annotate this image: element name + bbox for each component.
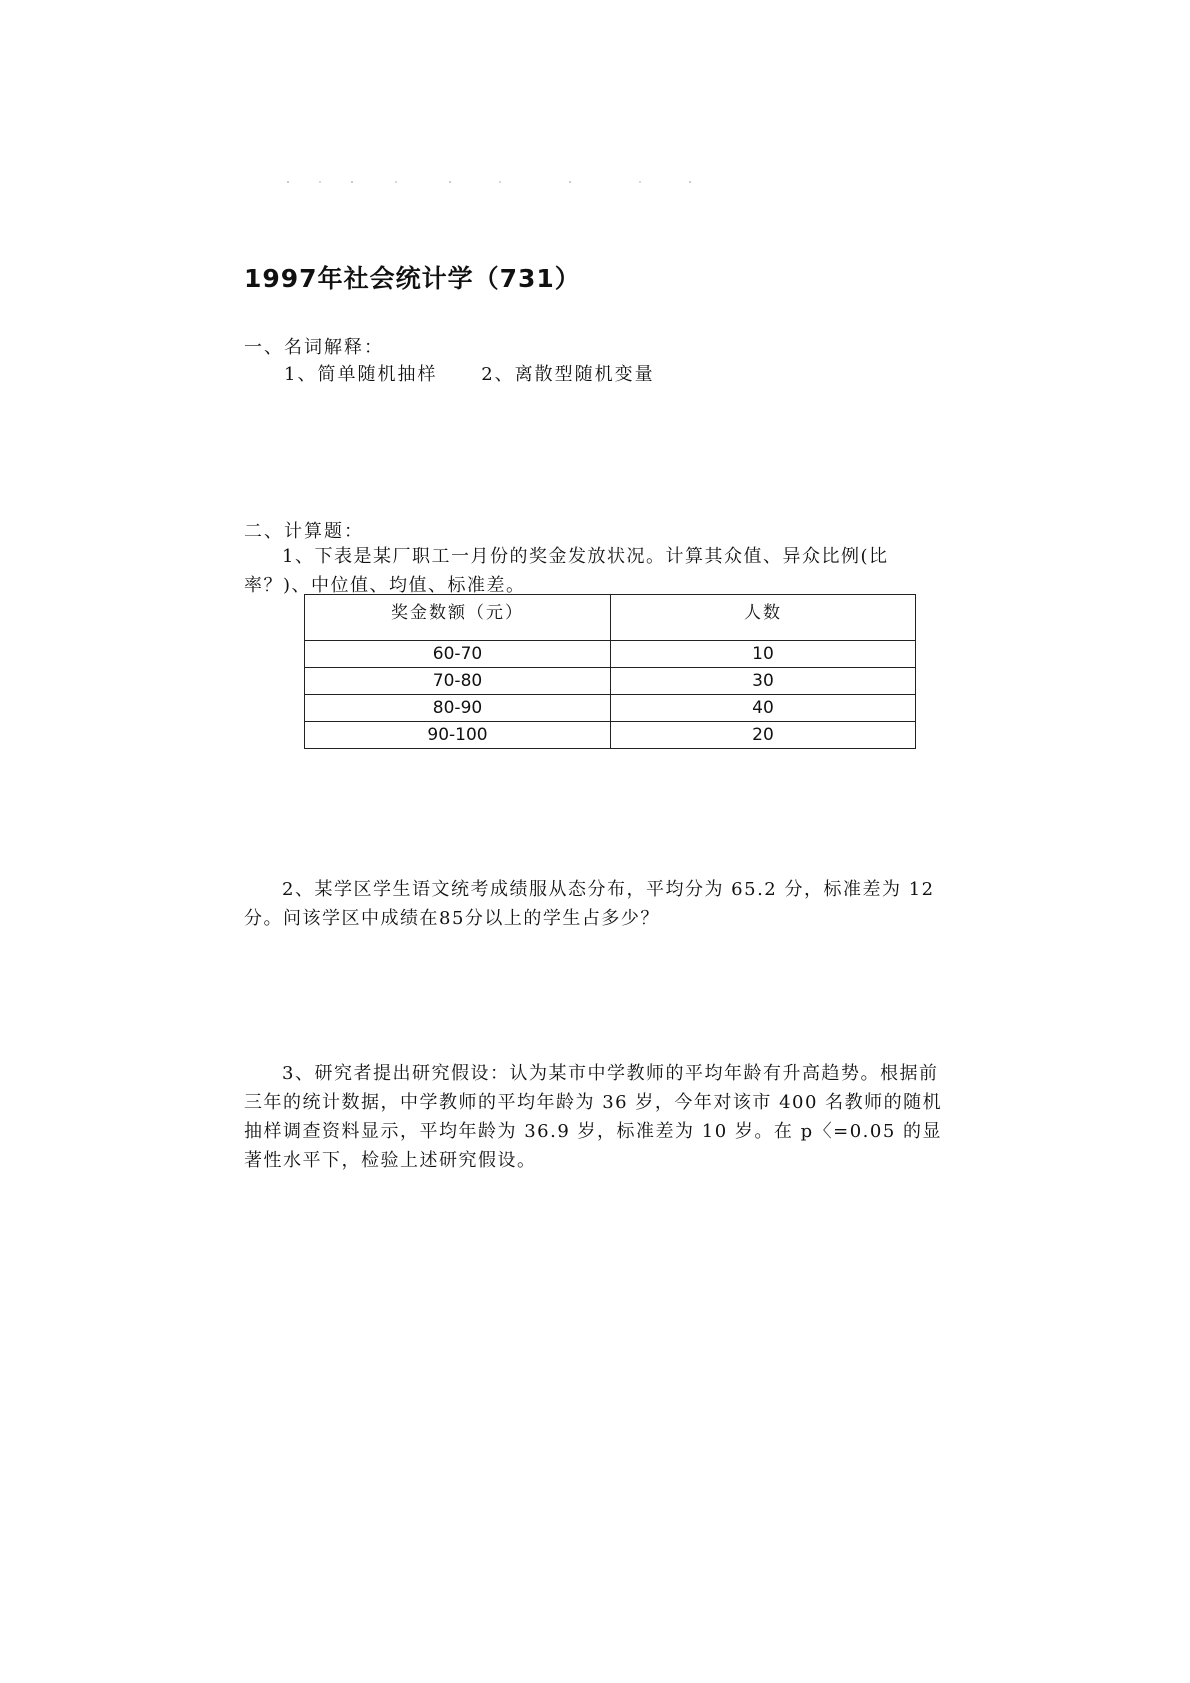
column-header-amount: 奖金数额（元） (305, 595, 611, 641)
table-row (305, 722, 916, 749)
section1-heading: 一、名词解释： (244, 337, 384, 358)
column-header-count: 人数 (611, 595, 916, 641)
term-2: 2、离散型随机变量 (481, 364, 655, 385)
table-cell-count: 30 (611, 668, 916, 695)
table-cell-count: 20 (611, 722, 916, 749)
section2-heading: 二、计算题： (244, 521, 364, 542)
table-row (305, 695, 916, 722)
table-cell-range: 80-90 (305, 695, 611, 722)
question-1: 1、下表是某厂职工一月份的奖金发放状况。计算其众值、异众比例(比率？)、中位值、均值、标准差。 (244, 546, 889, 596)
table-cell-range: 90-100 (305, 722, 611, 749)
scan-artifact-dots (280, 180, 700, 184)
table-header-row (305, 595, 916, 641)
table-row (305, 668, 916, 695)
table-cell-count: 40 (611, 695, 916, 722)
bonus-table (304, 594, 916, 749)
term-1: 1、简单随机抽样 (284, 364, 438, 385)
term-list (284, 360, 655, 386)
table-row (305, 641, 916, 668)
page-title: 1997年社会统计学（731） (244, 264, 581, 293)
table-cell-range: 70-80 (305, 668, 611, 695)
question-3: 3、研究者提出研究假设：认为某市中学教师的平均年龄有升高趋势。根据前三年的统计数据，中学教师的平均年龄为 36 岁，今年对该市 400 名教师的随机抽样调查资料显示，平均年龄为 36.9 岁，标准差为 10 岁。在 p〈=0.05 的显著性水平下，检验上述研究假设。 (244, 1063, 943, 1171)
table-cell-range: 60-70 (305, 641, 611, 668)
table-cell-count: 10 (611, 641, 916, 668)
question-2: 2、某学区学生语文统考成绩服从态分布，平均分为 65.2 分，标准差为 12 分。问该学区中成绩在85分以上的学生占多少？ (244, 879, 935, 929)
